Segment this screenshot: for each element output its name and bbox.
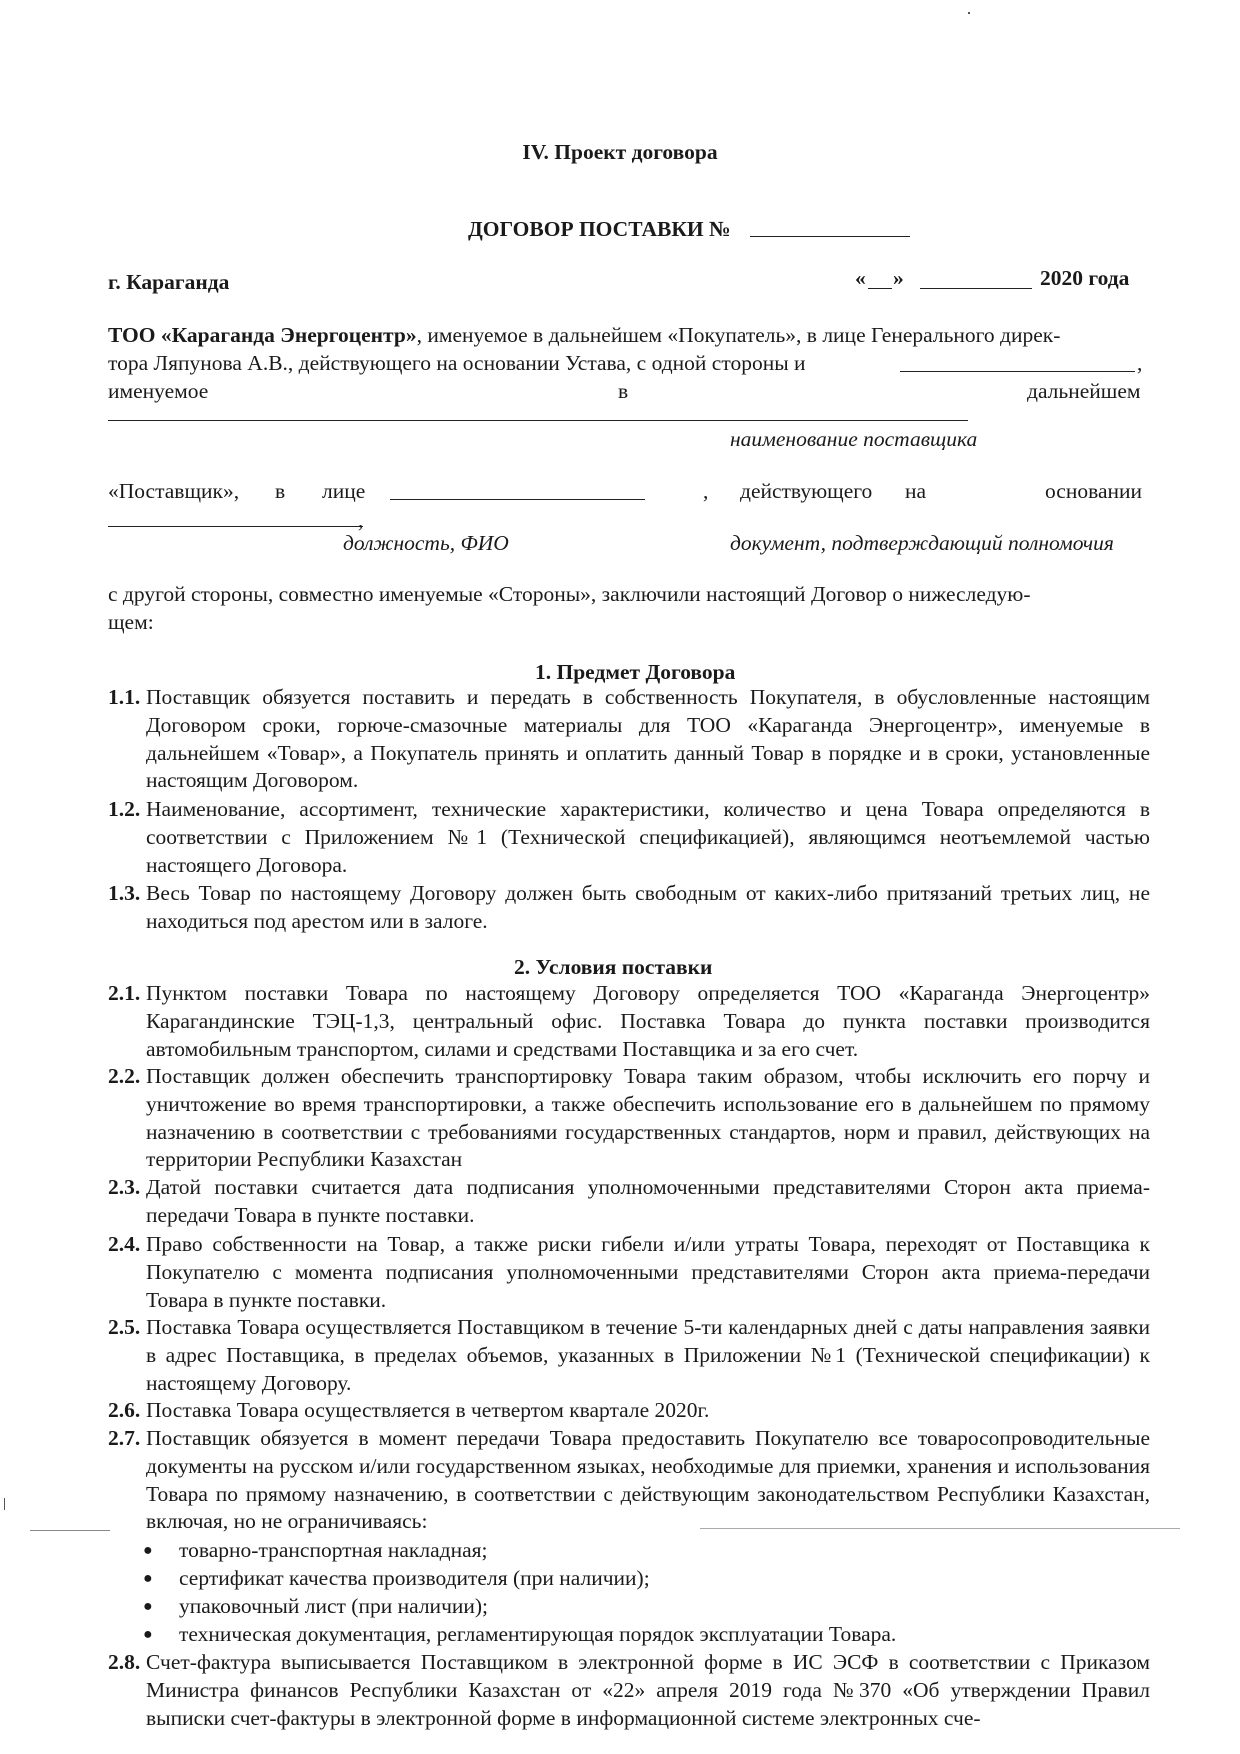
bullet-icon: ● — [143, 1626, 153, 1643]
clause-number: 2.7. — [108, 1426, 141, 1450]
clause-2-4 — [108, 1231, 1150, 1314]
clause-number: 2.8. — [108, 1650, 141, 1674]
preamble-word: на — [905, 479, 927, 503]
section-2-title: 2. Условия поставки — [514, 955, 713, 979]
clause-1-3 — [108, 880, 1150, 936]
contract-title: ДОГОВОР ПОСТАВКИ № — [468, 217, 731, 241]
clause-1-1 — [108, 684, 1150, 795]
clause-1-2 — [108, 796, 1150, 879]
contract-number-blank — [750, 236, 910, 237]
preamble-text: , именуемое в дальнейшем «Покупатель», в лице Генерального дирек- — [416, 323, 1061, 347]
clause-text: Поставщик обязуется в момент передачи Товара предоставить Покупателю все товаросопроводительные документы на русском и/или государственном языках, необходимые для приемки, хранения и использования Товара по прямому назначению, в соответствии с действующим законодательством Республики Казахстан, включая, но не ограничиваясь: — [146, 1426, 1150, 1534]
clause-2-2 — [108, 1063, 1150, 1174]
clause-2-8 — [108, 1649, 1150, 1732]
preamble-word: «Поставщик», — [108, 479, 240, 503]
preamble-word: дальнейшем — [1027, 379, 1141, 403]
section-heading: IV. Проект договора — [522, 140, 718, 164]
clause-2-1 — [108, 980, 1150, 1063]
list-item — [143, 1593, 1143, 1621]
date-year: 2020 года — [1040, 266, 1130, 290]
clause-2-3 — [108, 1174, 1150, 1230]
preamble-word: в — [618, 379, 629, 403]
clause-number: 2.2. — [108, 1064, 141, 1088]
clause-number: 2.6. — [108, 1398, 141, 1422]
section-1-title: 1. Предмет Договора — [535, 660, 736, 684]
caption-position: должность, ФИО — [343, 531, 509, 555]
list-item-text: упаковочный лист (при наличии); — [179, 1594, 489, 1618]
list-item-text: техническая документация, регламентирующая порядок эксплуатации Товара. — [179, 1622, 897, 1646]
bullet-icon: ● — [143, 1542, 153, 1559]
clause-2-5 — [108, 1314, 1150, 1397]
clause-number: 2.3. — [108, 1175, 141, 1199]
supplier-name-blank-1 — [900, 371, 1135, 372]
clause-number: 2.4. — [108, 1232, 141, 1256]
scan-dash — [30, 1530, 110, 1531]
clause-text: Поставка Товара осуществляется Поставщиком в течение 5-ти календарных дней с даты направления заявки в адрес Поставщика, в пределах объемов, указанных в Приложении №1 (Технической спецификации) к настоящему Договору. — [146, 1315, 1150, 1395]
clause-text: Весь Товар по настоящему Договору должен быть свободным от каких-либо притязаний третьих лиц, не находиться под арестом или в залоге. — [146, 881, 1150, 933]
preamble-comma: , — [358, 508, 364, 532]
preamble-line-2: тора Ляпунова А.В., действующего на основании Устава, с одной стороны и — [108, 351, 806, 375]
list-item-text: сертификат качества производителя (при наличии); — [179, 1566, 650, 1590]
preamble-word: действующего — [740, 479, 873, 503]
preamble-line-6: с другой стороны, совместно именуемые «Стороны», заключили настоящий Договор о нижеследую- — [108, 582, 1031, 606]
scan-speck — [4, 1498, 5, 1510]
clause-number: 2.1. — [108, 981, 141, 1005]
buyer-company: ТОО «Караганда Энергоцентр» — [108, 323, 417, 347]
preamble-comma: , — [703, 479, 709, 503]
city: г. Караганда — [108, 270, 230, 294]
preamble-word: основании — [1045, 479, 1143, 503]
preamble-word: именуемое — [108, 379, 209, 403]
clause-number: 2.5. — [108, 1315, 141, 1339]
preamble-line-1 — [108, 320, 1148, 350]
bullet-icon: ● — [143, 1598, 153, 1615]
clause-number: 1.3. — [108, 881, 141, 905]
clause-text: Счет-фактура выписывается Поставщиком в электронной форме в ИС ЭСФ в соответствии с Приказом Министра финансов Республики Казахстан от «22» апреля 2019 года №370 «Об утверждении Правил выписки счет-фактуры в электронной форме в информационной системе электронных сче- — [146, 1650, 1150, 1730]
clause-2-6 — [108, 1397, 1150, 1425]
scan-speck — [968, 12, 970, 14]
date-month-blank — [920, 288, 1032, 289]
caption-supplier-name: наименование поставщика — [730, 427, 978, 451]
bullet-icon: ● — [143, 1570, 153, 1587]
clause-number: 1.1. — [108, 685, 141, 709]
supplier-name-blank-2 — [108, 420, 968, 421]
clause-text: Наименование, ассортимент, технические характеристики, количество и цена Товара определяются в соответствии с Приложением №1 (Технической спецификацией), являющимся неотъемлемой частью настоящего Договора. — [146, 797, 1150, 877]
date-day-blank — [868, 288, 892, 289]
clause-text: Поставщик обязуется поставить и передать в собственность Покупателя, в обусловленные настоящим Договором сроки, горюче-смазочные материалы для ТОО «Караганда Энергоцентр», именуемые в дальнейшем «Товар», а Покупатель принять и оплатить данный Товар в порядке и в сроки, установленные настоящим Договором. — [146, 685, 1150, 793]
preamble-word: в — [275, 479, 286, 503]
clause-number: 1.2. — [108, 797, 141, 821]
date-quote-open: « — [855, 266, 866, 290]
preamble-comma: , — [1137, 351, 1143, 375]
preamble-word: лице — [322, 479, 366, 503]
clause-text: Поставщик должен обеспечить транспортировку Товара таким образом, чтобы исключить его порчу и уничтожение во время транспортировки, а также обеспечить использование его в дальнейшем по прямому назначению в соответствии с требованиями государственных стандартов, норм и правил, действующих на территории Республики Казахстан — [146, 1064, 1150, 1172]
list-item — [143, 1621, 1143, 1649]
clause-text: Право собственности на Товар, а также риски гибели и/или утраты Товара, переходят от Поставщика к Покупателю с момента подписания уполномоченными представителями Сторон акта приема-передачи Товара в пункте поставки. — [146, 1232, 1150, 1312]
clause-2-7 — [108, 1425, 1150, 1536]
authority-document-blank — [108, 526, 363, 527]
list-item-text: товарно-транспортная накладная; — [179, 1538, 488, 1562]
clause-text: Пунктом поставки Товара по настоящему Договору определяется ТОО «Караганда Энергоцентр» Карагандинские ТЭЦ-1,3, центральный офис. Поставка Товара до пункта поставки производится автомобильным транспортом, силами и средствами Поставщика и за его счет. — [146, 981, 1150, 1061]
caption-authority-document: документ, подтверждающий полномочия — [730, 531, 1114, 555]
clause-text: Датой поставки считается дата подписания уполномоченными представителями Сторон акта приема-передачи Товара в пункте поставки. — [146, 1175, 1150, 1227]
representative-blank — [390, 499, 645, 500]
preamble-line-7: щем: — [108, 610, 154, 634]
list-item — [143, 1565, 1143, 1593]
list-item — [143, 1537, 1143, 1565]
clause-text: Поставка Товара осуществляется в четвертом квартале 2020г. — [146, 1398, 710, 1422]
date-quote-close: » — [893, 266, 904, 290]
